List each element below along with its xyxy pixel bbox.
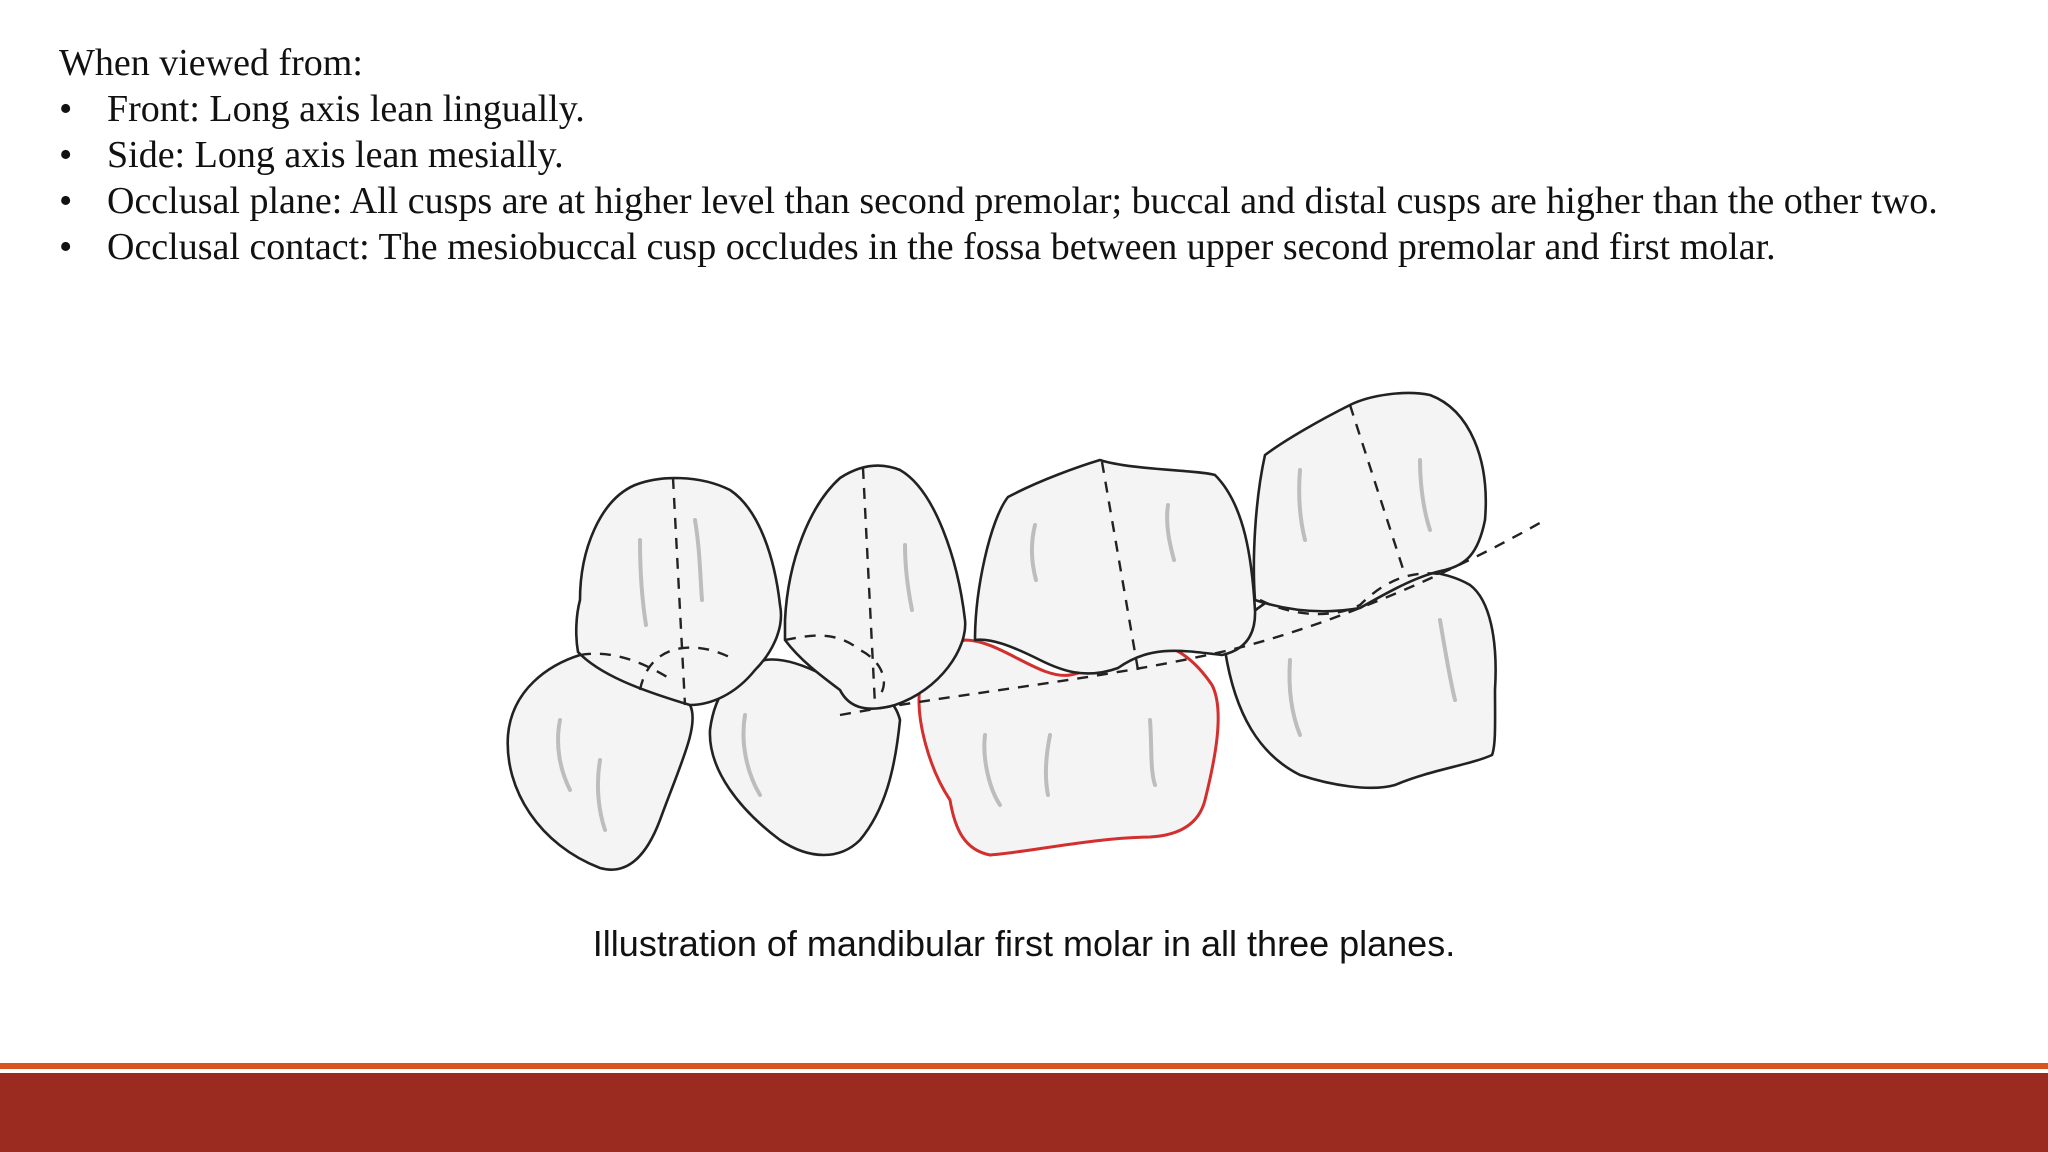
bullet-text: Occlusal contact: The mesiobuccal cusp occludes in the fossa between upper second premolar and first molar. [107, 226, 1776, 268]
upper-first-molar [975, 460, 1255, 673]
teeth-outlines [508, 393, 1496, 870]
bullet-list [59, 86, 2019, 270]
upper-premolar-left [576, 478, 781, 705]
bullet-text: Side: Long axis lean mesially. [107, 134, 564, 176]
molar-illustration [490, 380, 1570, 890]
bullet-text: Front: Long axis lean lingually. [107, 88, 585, 130]
figure-caption: Illustration of mandibular first molar in all three planes. [592, 923, 1456, 964]
bullet-icon: • [59, 226, 73, 268]
bullet-icon: • [59, 88, 73, 130]
bullet-icon: • [59, 180, 73, 222]
intro-text: When viewed from: [59, 42, 363, 84]
bullet-item [59, 86, 2019, 132]
bullet-icon: • [59, 134, 73, 176]
slide-text-block [59, 40, 2019, 270]
footer-band [0, 1073, 2048, 1152]
teeth-diagram [490, 380, 1570, 890]
bullet-text: Occlusal plane: All cusps are at higher level than second premolar; buccal and distal cusps are higher than the other two. [107, 180, 1938, 222]
bullet-item [59, 132, 2019, 178]
bullet-item [59, 178, 2019, 224]
bullet-item [59, 224, 2019, 270]
